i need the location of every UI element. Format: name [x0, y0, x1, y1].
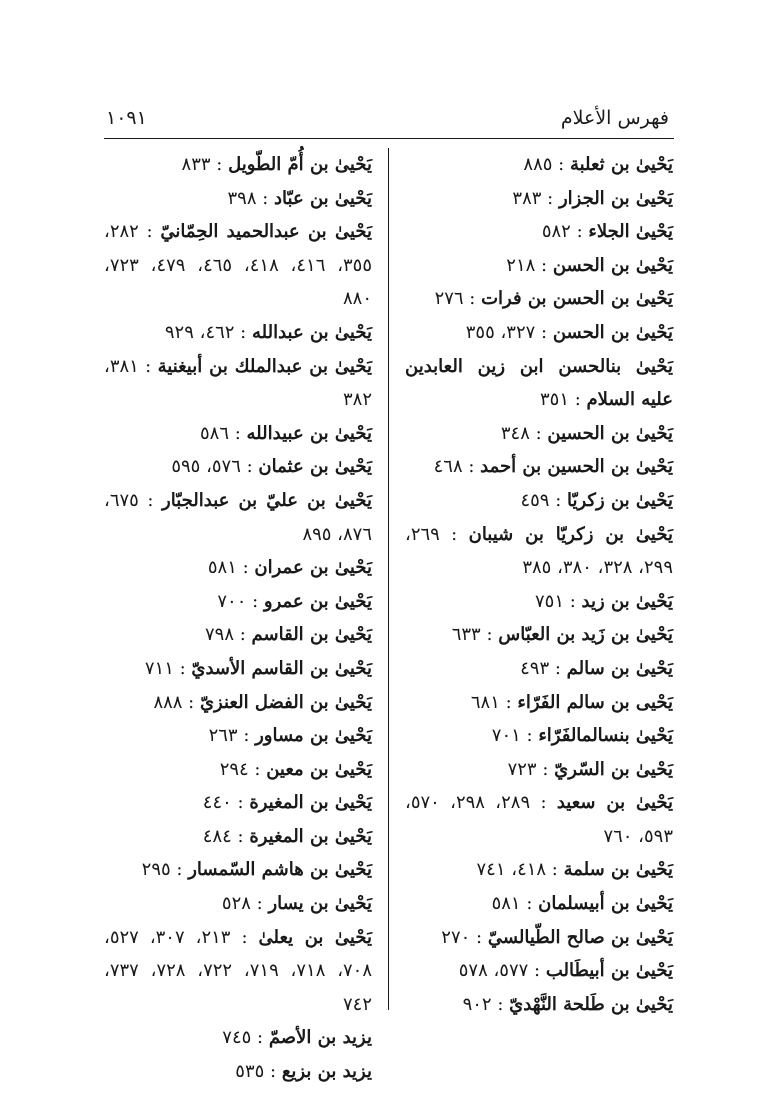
index-entry: [405, 282, 673, 316]
entry-pages: ٧٠١: [491, 725, 521, 747]
entry-separator: :: [138, 489, 163, 511]
entry-name: يَحْيىٰ بن الحسن: [552, 254, 673, 276]
entry-pages: ٥٧٧، ٥٧٨: [458, 960, 529, 982]
entry-separator: :: [234, 321, 252, 343]
entry-name: يَحْيىٰ بن هاشم السّمسار: [188, 859, 372, 881]
entry-pages: ٢٨٩، ٢٩٨، ٥٧٠، ٥٩٣، ٧٦٠: [405, 792, 673, 847]
entry-pages: ٥٨١: [207, 557, 237, 579]
entry-pages: ٧٥١: [535, 590, 565, 612]
entry-name: يَحْيىٰ بن عثمان: [258, 456, 372, 478]
index-entry: [104, 1055, 372, 1089]
entry-separator: :: [182, 691, 200, 713]
index-entry: [104, 484, 372, 551]
entry-separator: :: [528, 960, 546, 982]
entry-pages: ٤٦٨: [433, 456, 463, 478]
entry-pages: ٢٧٠: [441, 926, 471, 948]
entry-separator: :: [564, 590, 582, 612]
entry-name: يَحْيىٰ بن القاسم: [251, 624, 372, 646]
index-entry: [405, 215, 673, 249]
entry-name: يَحْيىٰ بن عمرو: [263, 590, 372, 612]
entry-pages: ٢٩٤: [219, 758, 249, 780]
entry-name: يَحْيىٰ بن زكريّا بن شيبان: [468, 523, 673, 545]
entry-separator: :: [256, 187, 275, 209]
entry-separator: :: [236, 557, 255, 579]
entry-separator: :: [237, 725, 256, 747]
entry-separator: :: [251, 1027, 269, 1049]
entry-name: يَحْيىٰ بن سلمة: [563, 859, 673, 881]
index-entry: [405, 316, 673, 350]
entry-separator: :: [210, 154, 229, 175]
entry-name: يزيد بن بزيع: [281, 1061, 372, 1083]
entry-pages: ٤٨٤: [202, 825, 232, 847]
index-entry: [104, 585, 372, 619]
entry-separator: :: [480, 624, 499, 646]
index-column-right: [405, 148, 673, 1021]
index-entry: [405, 450, 673, 484]
entry-pages: ٦٣٣: [451, 624, 481, 646]
entry-pages: ٦٨١: [470, 691, 500, 713]
entry-name: يَحْيىٰ بنالحسن ابن زين العابدين عليه السلام: [405, 355, 673, 411]
entry-pages: ٧٩٨: [205, 624, 235, 646]
entry-separator: :: [248, 758, 267, 780]
entry-name: يَحْيىٰ بن مساور: [255, 725, 372, 747]
entry-pages: ٥٨١: [491, 893, 521, 915]
index-entry: [104, 551, 372, 585]
entry-separator: :: [470, 926, 488, 948]
entry-pages: ٢٧٦: [434, 288, 464, 310]
entry-name: يَحْيىٰ بن أُمّ الطّويل: [228, 154, 372, 175]
index-entry: [405, 249, 673, 283]
index-entry: [405, 585, 673, 619]
entry-name: يَحْيىٰ بن زَيد بن العبّاس: [498, 624, 673, 646]
entry-name: يَحْيىٰ بن ثعلبة: [569, 154, 673, 175]
entry-pages: ٢٦٩، ٢٩٩، ٣٢٨، ٣٨٠، ٣٨٥: [405, 523, 673, 579]
entry-separator: :: [138, 221, 161, 243]
entry-separator: :: [240, 456, 259, 478]
entry-separator: :: [529, 422, 548, 444]
entry-separator: :: [173, 657, 192, 679]
index-entry: [405, 887, 673, 921]
index-entry: [104, 719, 372, 753]
entry-separator: :: [569, 389, 587, 411]
index-entry: [405, 484, 673, 518]
entry-name: يَحْيىٰ بن زكريّا: [567, 489, 673, 511]
entry-name: يَحْيىٰ بن سعيد: [556, 792, 674, 814]
entry-pages: ٢٦٣: [208, 725, 238, 747]
entry-separator: :: [549, 489, 567, 511]
index-entry: [405, 518, 673, 585]
entry-pages: ٣٨٣: [512, 187, 542, 209]
entry-separator: :: [234, 624, 252, 646]
entry-name: يزيد بن الأصمّ: [268, 1027, 372, 1049]
entry-pages: ٥٢٨: [221, 893, 251, 915]
entry-name: يَحْيىٰ بن القاسم الأسديّ: [191, 657, 372, 679]
entry-separator: :: [570, 221, 589, 243]
index-entry: [405, 719, 673, 753]
entry-name: يَحْيىٰ بن الحسن: [552, 321, 673, 343]
entry-pages: ٧٤٥: [222, 1027, 252, 1049]
entry-pages: ٤٦٢، ٩٢٩: [164, 321, 235, 343]
entry-pages: ٣٥١: [539, 389, 569, 411]
entry-name: يَحْيىٰ بن أبيسلمان: [538, 893, 673, 915]
index-entry: [104, 618, 372, 652]
entry-pages: ٧١١: [144, 657, 174, 679]
index-entry: [405, 921, 673, 955]
entry-name: يَحْيىٰ بن عبدالحميد الحِمّانيّ: [160, 221, 373, 243]
index-entry: [104, 686, 372, 720]
entry-name: يَحْيىٰ بن أبيطَالب: [545, 960, 673, 982]
index-entry: [104, 921, 372, 1022]
entry-separator: :: [170, 859, 189, 881]
entry-separator: :: [231, 792, 250, 814]
entry-name: يَحْيىٰ بن عمران: [254, 557, 372, 579]
entry-name: يَحْيىٰ بن الحسن بن فرات: [481, 288, 673, 310]
entry-pages: ٤١٨، ٧٤١: [476, 859, 547, 881]
entry-separator: :: [463, 288, 482, 310]
entry-pages: ٥٣٥: [235, 1061, 265, 1083]
entry-name: يَحْيىٰ بن الحسين: [547, 422, 673, 444]
entry-name: يَحْيىٰ بن عبّاد: [274, 187, 372, 209]
index-entry: [104, 182, 372, 216]
entry-name: يَحْيىٰ الجلاء: [588, 221, 673, 243]
entry-pages: ٥٨٢: [541, 221, 571, 243]
entry-separator: :: [535, 254, 553, 276]
entry-pages: ٣٨١، ٣٨٢: [104, 355, 372, 411]
entry-separator: :: [520, 725, 539, 747]
index-entry: [405, 417, 673, 451]
index-entry: [104, 215, 372, 316]
entry-separator: :: [230, 926, 259, 948]
entry-name: يَحْيىٰ بنسالمالفَرّاء: [538, 725, 673, 747]
index-entry: [405, 786, 673, 853]
index-entry: [405, 954, 673, 988]
entry-name: يَحْيىٰ بن صالح الطّيالسيّ: [487, 926, 673, 948]
index-entry: [405, 618, 673, 652]
entry-name: يَحْيىٰ بن زيد: [581, 590, 673, 612]
entry-separator: :: [499, 691, 518, 713]
entry-separator: :: [229, 422, 247, 444]
entry-name: يَحْيىٰ بن الفضل العنزيّ: [199, 691, 372, 713]
index-entry: [104, 350, 372, 417]
entry-name: يَحْيىٰ بن المغيرة: [249, 792, 372, 814]
index-entry: [405, 753, 673, 787]
entry-name: يَحْيىٰ بن الجزار: [558, 187, 673, 209]
entry-separator: :: [138, 355, 158, 377]
entry-name: يَحْيىٰ بن الحسين بن أحمد: [480, 456, 673, 478]
entry-name: يَحْيىٰ بن عليّ بن عبدالجبّار: [162, 489, 372, 511]
index-entry: [104, 316, 372, 350]
index-entry: [405, 853, 673, 887]
entry-pages: ٣٩٨: [227, 187, 257, 209]
entry-pages: ٣٢٧، ٣٥٥: [465, 321, 536, 343]
index-entry: [104, 887, 372, 921]
index-entry: [104, 1021, 372, 1055]
column-divider: [388, 148, 389, 1010]
entry-separator: :: [520, 893, 539, 915]
entry-separator: :: [231, 825, 250, 847]
entry-pages: ٨٣٣: [181, 154, 211, 175]
index-entry: [104, 786, 372, 820]
entry-pages: ٩٠٢: [462, 993, 492, 1015]
entry-name: يَحْيىٰ بن يعلىٰ: [258, 926, 372, 948]
index-entry: [104, 652, 372, 686]
index-entry: [405, 988, 673, 1022]
entry-separator: :: [246, 590, 264, 612]
index-entry: [405, 686, 673, 720]
running-title: فهرس الأعلام: [560, 107, 669, 129]
entry-name: يَحْيىٰ بن عبدالملك بن أبيغنية: [157, 355, 372, 377]
entry-name: يَحْيىٰ بن سالم: [566, 657, 673, 679]
entry-separator: :: [549, 657, 567, 679]
index-entry: [405, 148, 673, 182]
index-column-left: [104, 148, 372, 1089]
entry-pages: ٨٨٥: [523, 154, 553, 175]
index-entry: [104, 753, 372, 787]
entry-name: يَحْيىٰ بن طَلحة النَّهْديّ: [509, 993, 673, 1015]
entry-separator: :: [552, 154, 570, 175]
entry-pages: ٤٥٩: [520, 489, 550, 511]
entry-pages: ٢١٨: [506, 254, 536, 276]
page-number: ١٠٩١: [106, 107, 147, 129]
index-entry: [104, 450, 372, 484]
index-entry: [405, 350, 673, 417]
entry-separator: :: [541, 187, 559, 209]
entry-pages: ٧٢٣: [507, 758, 537, 780]
entry-separator: :: [535, 321, 553, 343]
entry-pages: ٢٨٢، ٣٥٥، ٤١٦، ٤١٨، ٤٦٥، ٤٧٩، ٧٢٣، ٨٨٠: [104, 221, 373, 310]
entry-separator: :: [250, 893, 269, 915]
entry-separator: :: [536, 758, 555, 780]
entry-pages: ٢١٣، ٣٠٧، ٥٢٧، ٧٠٨، ٧١٨، ٧١٩، ٧٢٢، ٧٢٨، ٧٣٧، ٧٤٢: [104, 926, 373, 1015]
entry-pages: ٧٠٠: [217, 590, 247, 612]
entry-pages: ٨٨٨: [153, 691, 183, 713]
entry-pages: ٥٨٦: [200, 422, 230, 444]
entry-pages: ٣٤٨: [500, 422, 530, 444]
entry-name: يَحْيىٰ بن المغيرة: [249, 825, 372, 847]
entry-pages: ٥٧٦، ٥٩٥: [171, 456, 241, 478]
entry-pages: ٤٩٣: [520, 657, 550, 679]
index-entry: [104, 820, 372, 854]
entry-pages: ٢٩٥: [141, 859, 171, 881]
entry-name: يَحْيىٰ بن يسار: [268, 893, 372, 915]
entry-separator: :: [491, 993, 510, 1015]
index-entry: [405, 182, 673, 216]
index-entry: [104, 148, 372, 182]
entry-name: يَحْيى بن سالم الفَرّاء: [517, 691, 673, 713]
index-entry: [104, 853, 372, 887]
entry-pages: ٦٧٥، ٨٧٦، ٨٩٥: [104, 489, 372, 545]
index-entry: [104, 417, 372, 451]
entry-separator: :: [264, 1061, 282, 1083]
entry-separator: :: [546, 859, 564, 881]
entry-separator: :: [530, 792, 557, 814]
entry-name: يَحْيىٰ بن عبيدالله: [246, 422, 372, 444]
entry-name: يَحْيىٰ بن عبدالله: [251, 321, 372, 343]
entry-separator: :: [462, 456, 481, 478]
entry-pages: ٤٤٠: [202, 792, 232, 814]
entry-separator: :: [439, 523, 469, 545]
index-entry: [405, 652, 673, 686]
entry-name: يَحْيىٰ بن السّريّ: [554, 758, 673, 780]
entry-name: يَحْيىٰ بن معين: [266, 758, 372, 780]
header-rule: [104, 138, 674, 139]
